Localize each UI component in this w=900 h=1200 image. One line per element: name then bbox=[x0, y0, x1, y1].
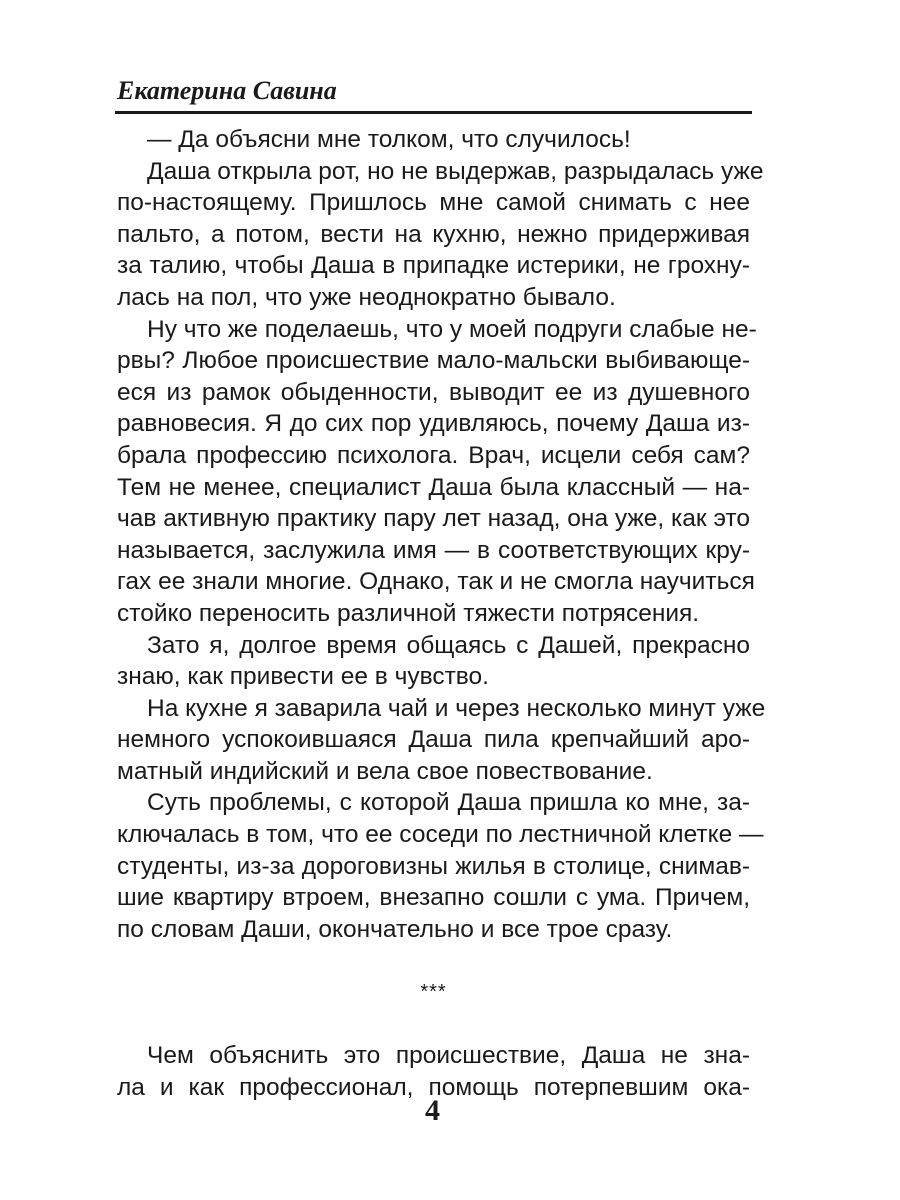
text-line: Ну что же поделаешь, что у моей подруги слабые не- bbox=[147, 315, 757, 343]
text-line: матный индийский и вела свое повествование. bbox=[117, 757, 653, 785]
text-line: Даша открыла рот, но не выдержав, разрыдалась уже bbox=[147, 157, 764, 185]
text-line: ла и как профессионал, помощь потерпевшим ока- bbox=[117, 1073, 750, 1101]
page-number: 4 bbox=[425, 1094, 440, 1127]
text-line: чав активную практику пару лет назад, она уже, как это bbox=[117, 505, 750, 533]
text-line: Зато я, долгое время общаясь с Дашей, прекрасно bbox=[147, 631, 750, 659]
text-line: рвы? Любое происшествие мало-мальски выбивающе- bbox=[117, 347, 750, 375]
text-line: немного успокоившаяся Даша пила крепчайший аро- bbox=[117, 726, 750, 754]
text-line: равновесия. Я до сих пор удивляюсь, почему Даша из- bbox=[117, 410, 750, 438]
text-line: На кухне я заварила чай и через несколько минут уже bbox=[147, 694, 766, 722]
text-line: лась на пол, что уже неоднократно бывало. bbox=[117, 283, 616, 311]
header-rule bbox=[115, 111, 752, 114]
text-line: за талию, чтобы Даша в припадке истерики, не грохну- bbox=[117, 252, 750, 280]
text-line: по словам Даши, окончательно и все трое сразу. bbox=[117, 915, 673, 943]
text-line: знаю, как привести ее в чувство. bbox=[117, 663, 489, 691]
text-line: пальто, а потом, вести на кухню, нежно придерживая bbox=[117, 220, 750, 248]
text-line: шие квартиру втроем, внезапно сошли с ума. Причем, bbox=[117, 884, 750, 912]
text-line: гах ее знали многие. Однако, так и не смогла научиться bbox=[117, 568, 755, 596]
text-line: студенты, из-за дороговизны жилья в столице, снимав- bbox=[117, 852, 750, 880]
body-text bbox=[117, 124, 766, 1103]
text-line: брала профессию психолога. Врач, исцели себя сам? bbox=[117, 441, 750, 469]
text-line: по-настоящему. Пришлось мне самой снимать с нее bbox=[117, 189, 750, 217]
text-line: Суть проблемы, с которой Даша пришла ко мне, за- bbox=[147, 789, 750, 817]
section-separator: *** bbox=[420, 981, 447, 1004]
text-line: еся из рамок обыденности, выводит ее из душевного bbox=[117, 378, 750, 406]
running-head-author: Екатерина Савина bbox=[117, 76, 337, 105]
text-line: называется, заслужила имя — в соответствующих кру- bbox=[117, 536, 750, 564]
text-line: Чем объяснить это происшествие, Даша не зна- bbox=[147, 1042, 750, 1070]
text-line: стойко переносить различной тяжести потрясения. bbox=[117, 599, 700, 627]
text-line: Тем не менее, специалист Даша была классный — на- bbox=[117, 473, 750, 501]
text-line: — Да объясни мне толком, что случилось! bbox=[147, 126, 631, 153]
text-line: ключалась в том, что ее соседи по лестничной клетке — bbox=[117, 821, 764, 849]
